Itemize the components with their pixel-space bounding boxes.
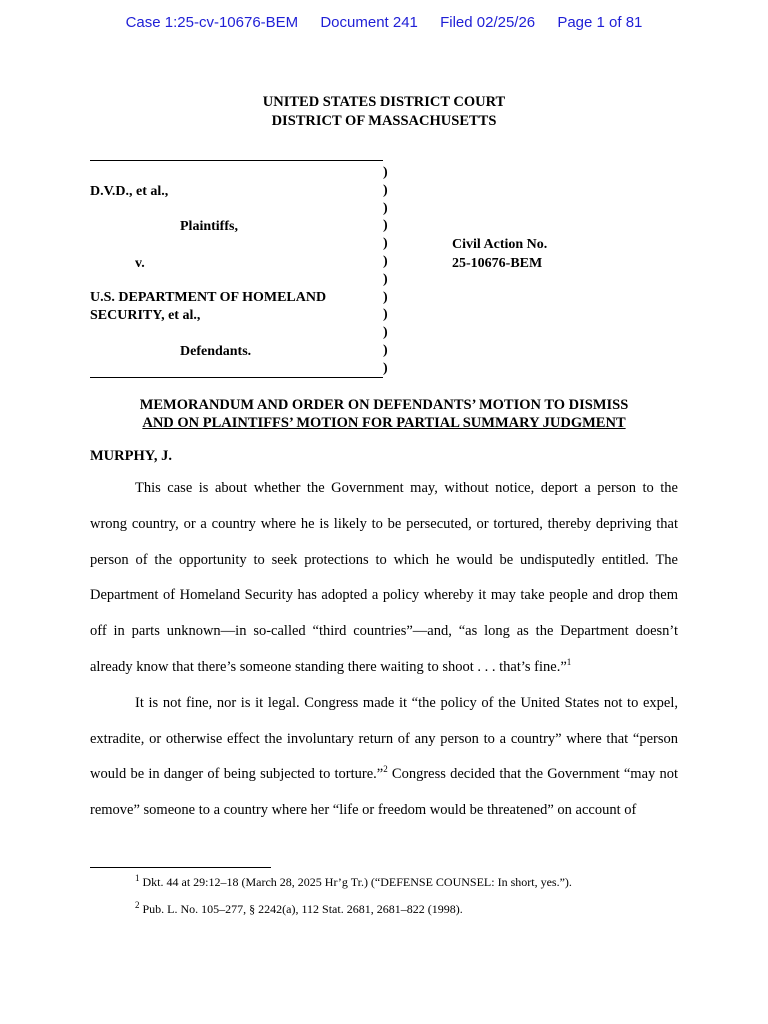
title-line-2: AND ON PLAINTIFFS’ MOTION FOR PARTIAL SUMMARY JUDGMENT [142, 414, 626, 431]
page-indicator: Page 1 of 81 [557, 14, 643, 31]
footnote [135, 875, 572, 890]
paren: ) [383, 200, 388, 216]
caption-top-rule [90, 160, 383, 161]
defendants-label: Defendants. [180, 344, 252, 359]
case-caption [90, 160, 690, 382]
footnote-ref-1: 1 [566, 657, 572, 668]
footnote-text: Dkt. 44 at 29:12–18 (March 28, 2025 Hr’g Tr.) (“DEFENSE COUNSEL: In short, yes.”). [139, 875, 572, 889]
caption-parentheses [383, 164, 393, 378]
case-number: Case 1:25-cv-10676-BEM [125, 14, 299, 31]
paren: ) [383, 253, 388, 269]
document-title [0, 397, 768, 432]
paren: ) [383, 325, 388, 341]
plaintiffs-label: Plaintiffs, [180, 219, 238, 234]
paragraph-2-text-a: It is not fine, nor is it legal. Congress made it “the policy of the United States not to expel, extradite, or otherwise effect the involuntary return of any person to a country” where that “person would be in danger of being subjected to torture.” [90, 694, 678, 783]
defendant-name-line1: U.S. DEPARTMENT OF HOMELAND [90, 290, 327, 305]
footnote-rule [90, 867, 271, 868]
paren: ) [383, 360, 388, 376]
judge-name: MURPHY, J. [90, 448, 173, 464]
court-district: DISTRICT OF MASSACHUSETTS [271, 113, 497, 129]
paren: ) [383, 236, 388, 252]
paren: ) [383, 289, 388, 305]
civil-action [452, 235, 547, 273]
plaintiff-name: D.V.D., et al., [90, 184, 169, 199]
ecf-header [0, 14, 768, 31]
versus-label: v. [135, 256, 145, 271]
civil-action-number: 25-10676-BEM [452, 256, 543, 271]
footnote-number: 1 [135, 873, 140, 883]
court-heading [0, 93, 768, 131]
document-number: Document 241 [320, 14, 418, 31]
title-line-1: MEMORANDUM AND ORDER ON DEFENDANTS’ MOTION TO DISMISS [139, 397, 629, 413]
paragraph-1-text: This case is about whether the Government may, without notice, deport a person to the wrong country, or a country where he is likely to be persecuted, or tortured, thereby depriving that person of the opportunity to seek protections to which he would be undisputedly entitled. The Department of Homeland Security has adopted a policy whereby it may take people and drop them off in parts unknown—in so-called “third countries”—and, “as long as the Department doesn’t already know that there’s someone standing there waiting to shoot . . . that’s fine.” [90, 480, 678, 675]
footnote-number: 2 [135, 900, 140, 910]
paren: ) [383, 271, 388, 287]
paragraph-2-text-b: Congress decided that the Government “may not remove” someone to a country where her “life or freedom would be threatened” on account of [90, 766, 678, 819]
paren: ) [383, 182, 388, 198]
opinion-body [90, 471, 678, 829]
caption-bottom-rule [90, 377, 383, 378]
paren: ) [383, 307, 388, 323]
paren: ) [383, 342, 388, 358]
filed-date: Filed 02/25/26 [440, 14, 536, 31]
defendant-name-line2: SECURITY, et al., [90, 308, 201, 323]
paren: ) [383, 218, 388, 234]
footnote [135, 902, 463, 917]
footnote-ref-2: 2 [383, 764, 388, 775]
paragraph-1 [90, 471, 678, 686]
paragraph-2 [90, 686, 678, 829]
civil-action-label: Civil Action No. [452, 237, 548, 252]
court-name: UNITED STATES DISTRICT COURT [262, 94, 506, 110]
footnote-text: Pub. L. No. 105–277, § 2242(a), 112 Stat. 2681, 2681–822 (1998). [139, 902, 463, 916]
paren: ) [383, 165, 388, 180]
